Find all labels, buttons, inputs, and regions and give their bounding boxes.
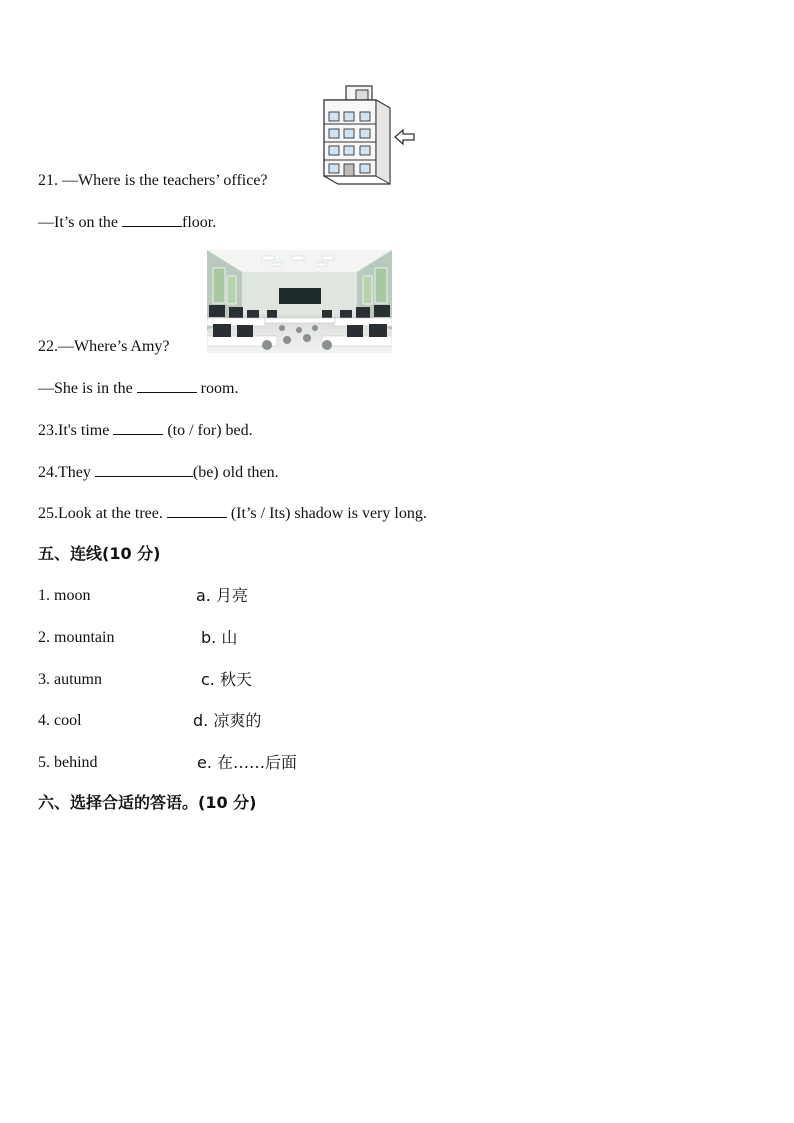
computer-room-photo [207,250,392,353]
q22-blank[interactable] [137,378,197,393]
match-right-5-text: e. 在……后面 [197,753,298,772]
section-five-title: 五、连线(10 分) [38,544,161,563]
section-six-title: 六、选择合适的答语。(10 分) [38,793,257,812]
match-right-3[interactable] [201,670,252,691]
q25-prefix: 25.Look at the tree. [38,505,167,522]
match-left-3[interactable]: 3. autumn [38,671,102,688]
q22-answer-suffix: room. [196,380,239,397]
q23 [38,420,253,441]
match-right-4-text: d. 凉爽的 [193,711,262,730]
q22-answer [38,378,238,399]
match-right-3-text: c. 秋天 [201,670,252,689]
q24 [38,462,279,483]
match-right-1-text: a. 月亮 [196,586,248,605]
match-right-2-text: b. 山 [201,628,238,647]
match-right-1[interactable] [196,586,248,607]
q21-answer-prefix: —It’s on the [38,214,122,231]
q21-question: 21. —Where is the teachers’ office? [38,172,268,189]
q22-question: 22.—Where’s Amy? [38,338,170,355]
q23-prefix: 23.It's time [38,422,114,439]
q24-prefix: 24.They [38,464,95,481]
match-left-5[interactable]: 5. behind [38,754,98,771]
match-left-2[interactable]: 2. mountain [38,629,115,646]
q25-suffix: (It’s / Its) shadow is very long. [226,505,427,522]
match-right-2[interactable] [201,628,237,649]
match-left-4[interactable]: 4. cool [38,712,82,729]
match-right-5[interactable] [197,753,297,774]
q21-answer [38,212,216,233]
q24-suffix: (be) old then. [192,464,279,481]
match-left-1[interactable]: 1. moon [38,587,91,604]
q23-blank[interactable] [113,420,163,435]
match-right-4[interactable] [193,711,261,732]
q25 [38,503,427,524]
q21-answer-suffix: floor. [182,214,217,231]
q24-blank[interactable] [95,462,193,477]
q21-blank[interactable] [122,212,182,227]
q23-suffix: (to / for) bed. [163,422,253,439]
q25-blank[interactable] [167,503,227,518]
q22-answer-prefix: —She is in the [38,380,137,397]
left-arrow-icon [394,128,416,146]
